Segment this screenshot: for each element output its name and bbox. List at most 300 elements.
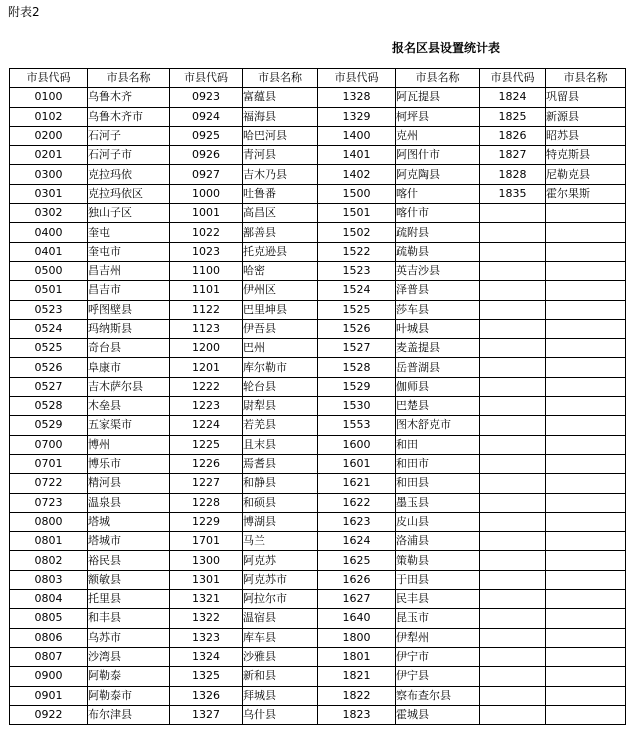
county-name-cell: 哈巴河县 bbox=[243, 126, 318, 145]
county-name-cell: 库尔勒市 bbox=[243, 358, 318, 377]
table-row bbox=[10, 397, 626, 416]
header-code: 市县代码 bbox=[318, 69, 396, 88]
county-name-cell bbox=[546, 532, 626, 551]
county-code-cell: 0700 bbox=[10, 435, 88, 454]
county-code-cell: 1324 bbox=[170, 647, 243, 666]
county-code-cell: 0924 bbox=[170, 107, 243, 126]
county-code-cell: 1600 bbox=[318, 435, 396, 454]
table-body bbox=[10, 88, 626, 725]
county-code-cell bbox=[480, 551, 546, 570]
county-code-cell: 1601 bbox=[318, 454, 396, 473]
county-code-cell: 1522 bbox=[318, 242, 396, 261]
county-code-cell: 0723 bbox=[10, 493, 88, 512]
county-code-cell: 0524 bbox=[10, 319, 88, 338]
county-code-cell: 0900 bbox=[10, 667, 88, 686]
county-code-cell: 0922 bbox=[10, 705, 88, 724]
county-name-cell bbox=[546, 397, 626, 416]
county-name-cell bbox=[546, 686, 626, 705]
county-name-cell: 察布查尔县 bbox=[396, 686, 480, 705]
county-name-cell bbox=[546, 416, 626, 435]
county-code-cell: 0722 bbox=[10, 474, 88, 493]
county-code-cell: 1223 bbox=[170, 397, 243, 416]
county-name-cell: 巴楚县 bbox=[396, 397, 480, 416]
county-name-cell: 新源县 bbox=[546, 107, 626, 126]
county-name-cell: 柯坪县 bbox=[396, 107, 480, 126]
county-name-cell: 且末县 bbox=[243, 435, 318, 454]
county-code-cell: 1401 bbox=[318, 146, 396, 165]
county-name-cell bbox=[546, 512, 626, 531]
county-code-cell bbox=[480, 339, 546, 358]
county-name-cell bbox=[546, 590, 626, 609]
county-name-cell bbox=[546, 609, 626, 628]
county-code-cell bbox=[480, 667, 546, 686]
table-row bbox=[10, 628, 626, 647]
county-name-cell bbox=[546, 435, 626, 454]
county-code-cell bbox=[480, 474, 546, 493]
document-title: 报名区县设置统计表 bbox=[392, 41, 501, 55]
county-code-cell: 1823 bbox=[318, 705, 396, 724]
county-code-cell: 1524 bbox=[318, 281, 396, 300]
county-name-cell bbox=[546, 261, 626, 280]
county-code-cell: 1502 bbox=[318, 223, 396, 242]
county-code-cell: 1525 bbox=[318, 300, 396, 319]
county-name-cell: 和田市 bbox=[396, 454, 480, 473]
county-code-cell: 0529 bbox=[10, 416, 88, 435]
county-code-cell: 0525 bbox=[10, 339, 88, 358]
county-name-cell: 叶城县 bbox=[396, 319, 480, 338]
county-name-cell: 昭苏县 bbox=[546, 126, 626, 145]
county-code-cell: 1229 bbox=[170, 512, 243, 531]
county-name-cell: 马兰 bbox=[243, 532, 318, 551]
county-code-cell: 1322 bbox=[170, 609, 243, 628]
county-name-cell bbox=[546, 223, 626, 242]
county-code-cell: 1500 bbox=[318, 184, 396, 203]
table-row bbox=[10, 647, 626, 666]
county-code-cell: 1300 bbox=[170, 551, 243, 570]
county-name-cell bbox=[546, 551, 626, 570]
table-row bbox=[10, 126, 626, 145]
county-code-cell bbox=[480, 261, 546, 280]
table-row bbox=[10, 609, 626, 628]
county-code-cell: 0102 bbox=[10, 107, 88, 126]
county-name-cell: 呼图壁县 bbox=[88, 300, 170, 319]
county-code-cell: 1100 bbox=[170, 261, 243, 280]
county-name-cell: 额敏县 bbox=[88, 570, 170, 589]
county-code-cell: 0801 bbox=[10, 532, 88, 551]
table-row bbox=[10, 165, 626, 184]
header-name: 市县名称 bbox=[88, 69, 170, 88]
county-name-cell: 吉木乃县 bbox=[243, 165, 318, 184]
county-name-cell: 皮山县 bbox=[396, 512, 480, 531]
county-code-cell: 0807 bbox=[10, 647, 88, 666]
county-name-cell: 青河县 bbox=[243, 146, 318, 165]
county-name-cell: 尼勒克县 bbox=[546, 165, 626, 184]
table-row bbox=[10, 435, 626, 454]
county-code-cell: 1228 bbox=[170, 493, 243, 512]
table-row bbox=[10, 281, 626, 300]
county-code-cell: 1321 bbox=[170, 590, 243, 609]
county-code-cell: 0400 bbox=[10, 223, 88, 242]
county-name-cell: 乌鲁木齐 bbox=[88, 88, 170, 107]
county-code-cell: 0302 bbox=[10, 204, 88, 223]
county-code-cell: 0802 bbox=[10, 551, 88, 570]
county-name-cell bbox=[546, 570, 626, 589]
county-code-cell: 1301 bbox=[170, 570, 243, 589]
county-code-cell: 0923 bbox=[170, 88, 243, 107]
county-name-cell bbox=[546, 300, 626, 319]
county-code-cell bbox=[480, 647, 546, 666]
county-code-cell: 1530 bbox=[318, 397, 396, 416]
table-row bbox=[10, 358, 626, 377]
county-name-cell: 吉木萨尔县 bbox=[88, 377, 170, 396]
table-row bbox=[10, 570, 626, 589]
header-code: 市县代码 bbox=[170, 69, 243, 88]
county-name-cell: 莎车县 bbox=[396, 300, 480, 319]
county-code-cell: 1821 bbox=[318, 667, 396, 686]
county-code-cell bbox=[480, 242, 546, 261]
county-code-cell: 1627 bbox=[318, 590, 396, 609]
county-code-cell: 1800 bbox=[318, 628, 396, 647]
county-code-cell bbox=[480, 435, 546, 454]
county-code-cell: 1623 bbox=[318, 512, 396, 531]
county-code-cell: 0805 bbox=[10, 609, 88, 628]
county-code-cell: 1201 bbox=[170, 358, 243, 377]
county-name-cell: 昌吉州 bbox=[88, 261, 170, 280]
county-name-cell: 和田县 bbox=[396, 474, 480, 493]
county-code-cell: 1835 bbox=[480, 184, 546, 203]
county-name-cell: 新和县 bbox=[243, 667, 318, 686]
county-code-cell: 1625 bbox=[318, 551, 396, 570]
header-code: 市县代码 bbox=[480, 69, 546, 88]
county-name-cell: 独山子区 bbox=[88, 204, 170, 223]
table-row bbox=[10, 705, 626, 724]
county-code-cell: 0527 bbox=[10, 377, 88, 396]
county-name-cell: 石河子 bbox=[88, 126, 170, 145]
header-code: 市县代码 bbox=[10, 69, 88, 88]
county-name-cell: 疏勒县 bbox=[396, 242, 480, 261]
county-code-cell bbox=[480, 590, 546, 609]
header-name: 市县名称 bbox=[396, 69, 480, 88]
county-code-cell: 1622 bbox=[318, 493, 396, 512]
county-code-cell bbox=[480, 512, 546, 531]
county-name-cell bbox=[546, 705, 626, 724]
county-code-cell: 0701 bbox=[10, 454, 88, 473]
county-code-cell: 1402 bbox=[318, 165, 396, 184]
county-code-cell: 0806 bbox=[10, 628, 88, 647]
county-name-cell: 五家渠市 bbox=[88, 416, 170, 435]
county-name-cell: 温宿县 bbox=[243, 609, 318, 628]
county-code-cell bbox=[480, 570, 546, 589]
county-name-cell: 阿瓦提县 bbox=[396, 88, 480, 107]
county-code-cell bbox=[480, 281, 546, 300]
county-code-cell: 1624 bbox=[318, 532, 396, 551]
table-row bbox=[10, 416, 626, 435]
table-row bbox=[10, 454, 626, 473]
county-name-cell: 霍尔果斯 bbox=[546, 184, 626, 203]
county-code-cell: 1227 bbox=[170, 474, 243, 493]
county-code-cell: 1529 bbox=[318, 377, 396, 396]
county-code-cell: 0401 bbox=[10, 242, 88, 261]
county-code-cell bbox=[480, 686, 546, 705]
table-row bbox=[10, 590, 626, 609]
county-code-cell bbox=[480, 493, 546, 512]
county-name-cell: 吐鲁番 bbox=[243, 184, 318, 203]
county-name-cell: 巴里坤县 bbox=[243, 300, 318, 319]
county-name-cell: 托里县 bbox=[88, 590, 170, 609]
county-name-cell: 伊吾县 bbox=[243, 319, 318, 338]
county-code-cell: 1621 bbox=[318, 474, 396, 493]
county-name-cell: 富蕴县 bbox=[243, 88, 318, 107]
county-name-cell: 泽普县 bbox=[396, 281, 480, 300]
county-name-cell: 塔城 bbox=[88, 512, 170, 531]
county-code-cell: 1527 bbox=[318, 339, 396, 358]
county-code-cell: 0300 bbox=[10, 165, 88, 184]
county-name-cell: 岳普湖县 bbox=[396, 358, 480, 377]
county-name-cell: 阿克苏市 bbox=[243, 570, 318, 589]
county-code-cell: 1200 bbox=[170, 339, 243, 358]
county-name-cell bbox=[546, 358, 626, 377]
county-name-cell: 阿克苏 bbox=[243, 551, 318, 570]
table-row bbox=[10, 319, 626, 338]
county-code-cell bbox=[480, 377, 546, 396]
county-name-cell: 昆玉市 bbox=[396, 609, 480, 628]
county-code-cell: 0927 bbox=[170, 165, 243, 184]
county-code-cell: 1626 bbox=[318, 570, 396, 589]
county-name-cell: 若羌县 bbox=[243, 416, 318, 435]
county-name-cell: 乌什县 bbox=[243, 705, 318, 724]
county-code-cell: 0200 bbox=[10, 126, 88, 145]
county-name-cell: 石河子市 bbox=[88, 146, 170, 165]
county-code-cell: 1225 bbox=[170, 435, 243, 454]
county-code-table bbox=[9, 68, 626, 725]
county-code-cell: 1400 bbox=[318, 126, 396, 145]
county-code-cell: 1224 bbox=[170, 416, 243, 435]
county-code-cell: 1640 bbox=[318, 609, 396, 628]
table-row bbox=[10, 300, 626, 319]
county-name-cell: 克州 bbox=[396, 126, 480, 145]
county-name-cell: 和丰县 bbox=[88, 609, 170, 628]
county-code-cell bbox=[480, 319, 546, 338]
county-name-cell: 伊宁市 bbox=[396, 647, 480, 666]
county-name-cell bbox=[546, 377, 626, 396]
county-name-cell bbox=[546, 319, 626, 338]
county-name-cell: 喀什市 bbox=[396, 204, 480, 223]
county-name-cell: 焉耆县 bbox=[243, 454, 318, 473]
county-code-cell: 1553 bbox=[318, 416, 396, 435]
table-row bbox=[10, 107, 626, 126]
table-row bbox=[10, 223, 626, 242]
county-code-cell: 0804 bbox=[10, 590, 88, 609]
county-name-cell: 喀什 bbox=[396, 184, 480, 203]
county-code-cell: 1328 bbox=[318, 88, 396, 107]
county-name-cell: 博湖县 bbox=[243, 512, 318, 531]
county-code-cell: 0925 bbox=[170, 126, 243, 145]
table-row bbox=[10, 146, 626, 165]
county-name-cell: 和硕县 bbox=[243, 493, 318, 512]
county-code-cell: 1000 bbox=[170, 184, 243, 203]
county-code-cell: 0800 bbox=[10, 512, 88, 531]
county-code-cell: 1323 bbox=[170, 628, 243, 647]
table-row bbox=[10, 686, 626, 705]
county-code-cell bbox=[480, 358, 546, 377]
county-name-cell: 疏附县 bbox=[396, 223, 480, 242]
county-name-cell: 策勒县 bbox=[396, 551, 480, 570]
appendix-label: 附表2 bbox=[8, 5, 40, 19]
county-name-cell bbox=[546, 493, 626, 512]
county-code-cell: 1523 bbox=[318, 261, 396, 280]
table-row bbox=[10, 667, 626, 686]
county-code-cell: 0926 bbox=[170, 146, 243, 165]
county-name-cell bbox=[546, 242, 626, 261]
county-name-cell: 奎屯市 bbox=[88, 242, 170, 261]
county-name-cell: 和田 bbox=[396, 435, 480, 454]
county-name-cell: 布尔津县 bbox=[88, 705, 170, 724]
county-code-cell: 0301 bbox=[10, 184, 88, 203]
county-name-cell: 木垒县 bbox=[88, 397, 170, 416]
county-code-cell: 0803 bbox=[10, 570, 88, 589]
county-code-cell bbox=[480, 454, 546, 473]
table-row bbox=[10, 474, 626, 493]
county-name-cell: 轮台县 bbox=[243, 377, 318, 396]
county-code-cell: 1122 bbox=[170, 300, 243, 319]
county-code-cell: 0528 bbox=[10, 397, 88, 416]
table-row bbox=[10, 204, 626, 223]
county-code-cell: 1801 bbox=[318, 647, 396, 666]
county-code-cell: 1226 bbox=[170, 454, 243, 473]
county-name-cell: 哈密 bbox=[243, 261, 318, 280]
table-row bbox=[10, 184, 626, 203]
county-name-cell: 温泉县 bbox=[88, 493, 170, 512]
county-name-cell bbox=[546, 474, 626, 493]
county-name-cell bbox=[546, 281, 626, 300]
table-row bbox=[10, 512, 626, 531]
county-name-cell: 奎屯 bbox=[88, 223, 170, 242]
county-name-cell: 霍城县 bbox=[396, 705, 480, 724]
county-name-cell: 阿克陶县 bbox=[396, 165, 480, 184]
table-row bbox=[10, 339, 626, 358]
county-name-cell: 高昌区 bbox=[243, 204, 318, 223]
county-code-cell: 1824 bbox=[480, 88, 546, 107]
table-row bbox=[10, 532, 626, 551]
county-code-cell: 1327 bbox=[170, 705, 243, 724]
county-name-cell: 沙湾县 bbox=[88, 647, 170, 666]
county-code-cell: 0201 bbox=[10, 146, 88, 165]
county-name-cell: 伊州区 bbox=[243, 281, 318, 300]
county-code-cell: 1123 bbox=[170, 319, 243, 338]
county-code-cell: 1023 bbox=[170, 242, 243, 261]
county-name-cell: 库车县 bbox=[243, 628, 318, 647]
county-name-cell: 鄯善县 bbox=[243, 223, 318, 242]
county-code-cell: 1501 bbox=[318, 204, 396, 223]
county-code-cell: 1828 bbox=[480, 165, 546, 184]
county-code-cell: 1825 bbox=[480, 107, 546, 126]
county-name-cell: 阿图什市 bbox=[396, 146, 480, 165]
county-name-cell: 福海县 bbox=[243, 107, 318, 126]
county-code-cell: 1701 bbox=[170, 532, 243, 551]
county-code-cell: 1326 bbox=[170, 686, 243, 705]
county-code-cell bbox=[480, 628, 546, 647]
county-code-cell: 0526 bbox=[10, 358, 88, 377]
county-name-cell: 墨玉县 bbox=[396, 493, 480, 512]
county-code-cell: 1101 bbox=[170, 281, 243, 300]
header-name: 市县名称 bbox=[546, 69, 626, 88]
county-code-cell: 1325 bbox=[170, 667, 243, 686]
county-code-cell bbox=[480, 204, 546, 223]
county-name-cell: 巴州 bbox=[243, 339, 318, 358]
table-row bbox=[10, 242, 626, 261]
county-name-cell: 克拉玛依 bbox=[88, 165, 170, 184]
county-code-cell: 0501 bbox=[10, 281, 88, 300]
county-name-cell: 乌鲁木齐市 bbox=[88, 107, 170, 126]
county-name-cell bbox=[546, 667, 626, 686]
county-name-cell: 托克逊县 bbox=[243, 242, 318, 261]
county-code-cell bbox=[480, 300, 546, 319]
county-name-cell: 民丰县 bbox=[396, 590, 480, 609]
county-name-cell: 英吉沙县 bbox=[396, 261, 480, 280]
county-name-cell: 阿拉尔市 bbox=[243, 590, 318, 609]
county-code-cell: 1822 bbox=[318, 686, 396, 705]
county-code-cell bbox=[480, 223, 546, 242]
county-name-cell: 裕民县 bbox=[88, 551, 170, 570]
county-name-cell: 博州 bbox=[88, 435, 170, 454]
county-code-cell: 1827 bbox=[480, 146, 546, 165]
county-name-cell bbox=[546, 339, 626, 358]
county-name-cell: 于田县 bbox=[396, 570, 480, 589]
county-name-cell bbox=[546, 204, 626, 223]
county-name-cell: 伊宁县 bbox=[396, 667, 480, 686]
county-name-cell: 麦盖提县 bbox=[396, 339, 480, 358]
county-name-cell: 阿勒泰 bbox=[88, 667, 170, 686]
county-code-cell bbox=[480, 416, 546, 435]
table-row bbox=[10, 261, 626, 280]
county-code-cell bbox=[480, 705, 546, 724]
county-name-cell: 克拉玛依区 bbox=[88, 184, 170, 203]
county-name-cell: 乌苏市 bbox=[88, 628, 170, 647]
county-code-cell: 1001 bbox=[170, 204, 243, 223]
table-row bbox=[10, 88, 626, 107]
county-code-cell: 1022 bbox=[170, 223, 243, 242]
county-name-cell: 特克斯县 bbox=[546, 146, 626, 165]
county-code-cell: 1329 bbox=[318, 107, 396, 126]
county-code-cell bbox=[480, 397, 546, 416]
county-code-cell bbox=[480, 609, 546, 628]
table-row bbox=[10, 551, 626, 570]
county-code-cell: 1826 bbox=[480, 126, 546, 145]
county-name-cell: 博乐市 bbox=[88, 454, 170, 473]
county-code-cell: 0901 bbox=[10, 686, 88, 705]
county-name-cell: 奇台县 bbox=[88, 339, 170, 358]
county-code-cell: 0100 bbox=[10, 88, 88, 107]
county-code-cell: 1526 bbox=[318, 319, 396, 338]
county-name-cell: 伽师县 bbox=[396, 377, 480, 396]
county-name-cell: 伊犁州 bbox=[396, 628, 480, 647]
county-name-cell: 图木舒克市 bbox=[396, 416, 480, 435]
county-name-cell bbox=[546, 647, 626, 666]
county-code-cell: 1528 bbox=[318, 358, 396, 377]
county-name-cell: 精河县 bbox=[88, 474, 170, 493]
county-name-cell bbox=[546, 454, 626, 473]
county-name-cell: 塔城市 bbox=[88, 532, 170, 551]
county-name-cell bbox=[546, 628, 626, 647]
county-name-cell: 昌吉市 bbox=[88, 281, 170, 300]
county-name-cell: 玛纳斯县 bbox=[88, 319, 170, 338]
header-name: 市县名称 bbox=[243, 69, 318, 88]
table-row bbox=[10, 377, 626, 396]
table-row bbox=[10, 493, 626, 512]
county-name-cell: 阜康市 bbox=[88, 358, 170, 377]
county-name-cell: 沙雅县 bbox=[243, 647, 318, 666]
county-name-cell: 和静县 bbox=[243, 474, 318, 493]
